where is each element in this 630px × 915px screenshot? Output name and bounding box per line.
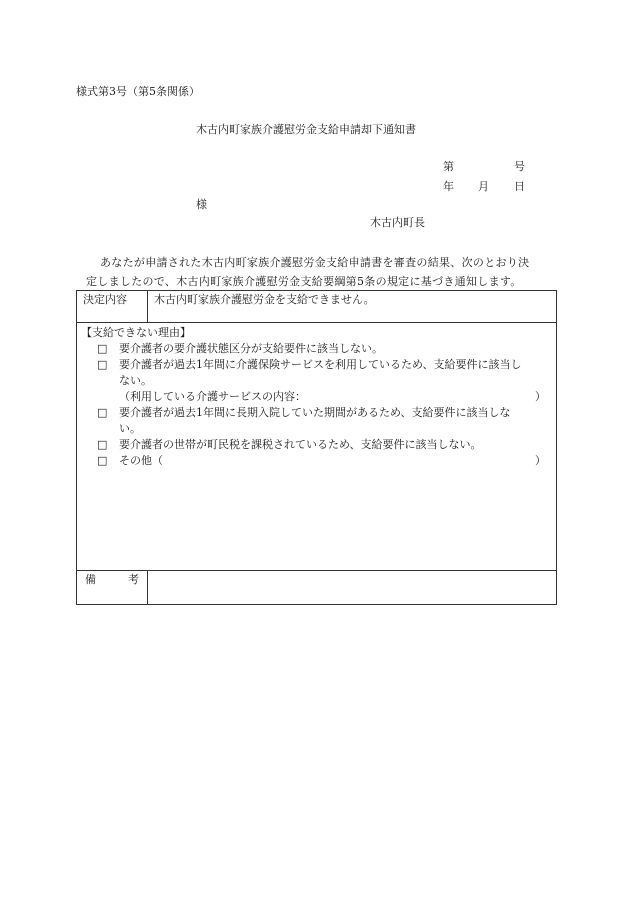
reason-item-1 [87, 341, 552, 357]
form-number: 様式第3号（第5条関係） [76, 85, 200, 98]
reason-3-continued [87, 421, 552, 437]
remarks-label [77, 571, 148, 605]
other-reason-close: ） [535, 454, 546, 467]
checkbox-icon[interactable]: □ [97, 438, 108, 451]
reasons-row [77, 323, 557, 571]
checkbox-icon[interactable]: □ [97, 454, 108, 467]
reason-text: 要介護者の世帯が町民税を課税されているため、支給要件に該当しない。 [119, 438, 482, 451]
decision-row [77, 291, 557, 323]
service-content-line [87, 389, 552, 405]
checkbox-icon[interactable]: □ [97, 342, 108, 355]
checkbox-icon[interactable]: □ [97, 406, 108, 419]
remarks-label-char-1: 備 [85, 573, 96, 586]
service-content-label: （利用している介護サービスの内容： [119, 390, 306, 403]
decision-label: 決定内容 [77, 291, 148, 323]
date-day: 日 [514, 180, 525, 193]
notice-body-line-2: 定しましたので、木古内町家族介護慰労金支給要綱第5条の規定に基づき通知します。 [86, 275, 522, 288]
decision-table [76, 290, 557, 605]
reason-text: 要介護者が過去1年間に介護保険サービスを利用しているため、支給要件に該当し [119, 358, 522, 371]
checkbox-icon[interactable]: □ [97, 358, 108, 371]
addressee-honorific: 様 [196, 198, 207, 211]
reason-text-continued: ない。 [119, 374, 152, 387]
reason-text: 要介護者の要介護状態区分が支給要件に該当しない。 [119, 342, 383, 355]
reason-item-4 [87, 437, 552, 453]
date-month: 月 [478, 180, 489, 193]
reasons-cell [77, 323, 557, 571]
decision-value: 木古内町家族介護慰労金を支給できません。 [148, 291, 557, 323]
notice-body-line-1: あなたが申請された木古内町家族介護慰労金支給申請書を審査の結果、次のとおり決 [100, 256, 530, 269]
date-year: 年 [443, 180, 454, 193]
reason-text-continued: い。 [119, 422, 141, 435]
document-title: 木古内町家族介護慰労金支給申請却下通知書 [196, 123, 416, 136]
remarks-row [77, 571, 557, 605]
reasons-heading: 【支給できない理由】 [81, 326, 191, 339]
reason-item-2 [87, 357, 552, 373]
remarks-label-char-2: 考 [128, 573, 139, 586]
reason-text: 要介護者が過去1年間に長期入院していた期間があるため、支給要件に該当しな [119, 406, 511, 419]
remarks-field[interactable] [148, 571, 557, 605]
number-suffix: 号 [514, 160, 525, 173]
issuer-name: 木古内町長 [370, 216, 425, 229]
number-prefix: 第 [443, 160, 454, 173]
reason-item-3 [87, 405, 552, 421]
reason-2-continued [87, 373, 552, 389]
reason-item-5 [87, 453, 552, 469]
service-content-close: ） [535, 390, 546, 403]
notice-body [80, 253, 560, 291]
other-reason-label: その他（ [119, 454, 163, 467]
